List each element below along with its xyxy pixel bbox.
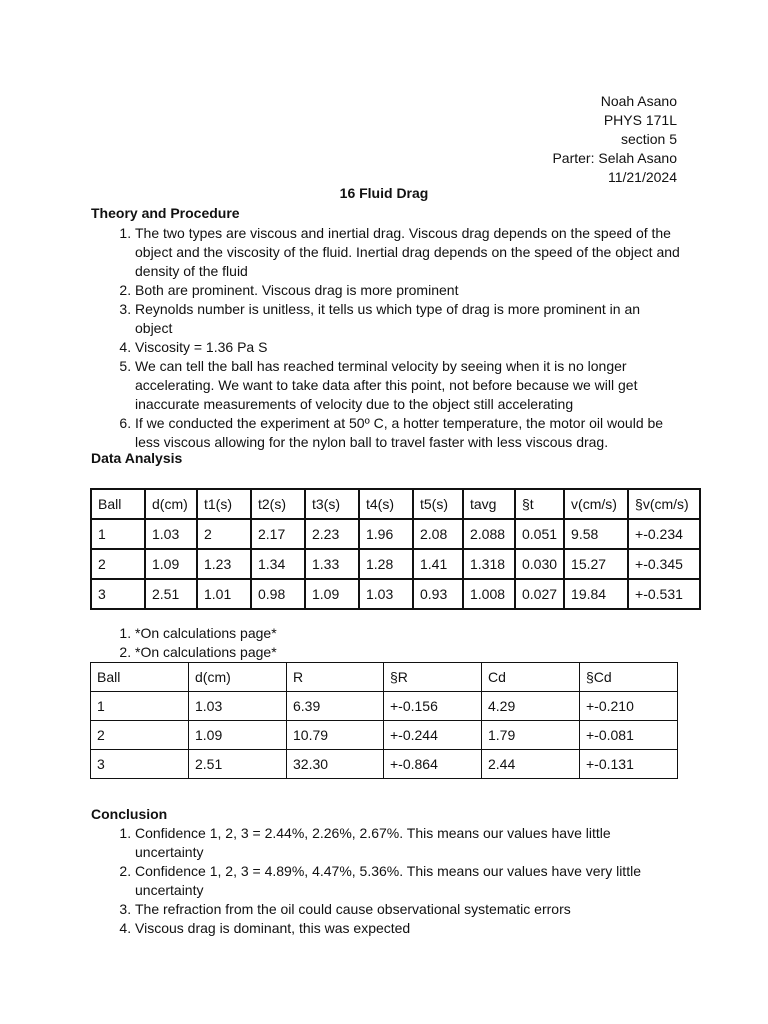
table-row (91, 750, 678, 779)
table-cell: +-0.244 (384, 721, 482, 750)
table-cell: 1.34 (251, 549, 305, 579)
header-cell: t4(s) (359, 489, 413, 519)
table-cell: 1.23 (197, 549, 251, 579)
table-cell: 2 (91, 549, 145, 579)
theory-item: 4. Viscosity = 1.36 Pa S (135, 338, 681, 357)
table-cell: 2.088 (463, 519, 515, 549)
table-row (91, 519, 700, 549)
header-cell: t2(s) (251, 489, 305, 519)
table-cell: +-0.864 (384, 750, 482, 779)
table-row (91, 721, 678, 750)
header-cell: t1(s) (197, 489, 251, 519)
table-cell: 1.09 (145, 549, 197, 579)
table-cell: 1.03 (359, 579, 413, 609)
conclusion-item: 3. The refraction from the oil could cause observational systematic errors (135, 900, 681, 919)
table-cell: 0.93 (413, 579, 463, 609)
data-analysis-heading: Data Analysis (91, 450, 183, 466)
theory-item: 3. Reynolds number is unitless, it tells us which type of drag is more prominent in an object (135, 300, 681, 338)
conclusion-heading: Conclusion (91, 806, 168, 822)
table-cell: 1.008 (463, 579, 515, 609)
theory-list (91, 224, 681, 452)
table-cell: 2 (197, 519, 251, 549)
header-cell: Ball (91, 663, 189, 692)
table-cell: 2.44 (482, 750, 580, 779)
header-cell: R (287, 663, 384, 692)
table-cell: 3 (91, 750, 189, 779)
header-cell: Ball (91, 489, 145, 519)
calculation-note: 2. *On calculations page* (135, 643, 681, 662)
table-cell: +-0.081 (580, 721, 678, 750)
table-row (91, 579, 700, 609)
table-cell: +-0.210 (580, 692, 678, 721)
header-cell: tavg (463, 489, 515, 519)
table-cell: 15.27 (564, 549, 628, 579)
table-cell: 1.01 (197, 579, 251, 609)
table-cell: 2.51 (145, 579, 197, 609)
theory-item: 1. The two types are viscous and inertial drag. Viscous drag depends on the speed of the object and the viscosity of the fluid. Inertial drag depends on the speed of the object and density of the fluid (135, 224, 681, 281)
results-table (90, 662, 678, 779)
measurements-table (90, 488, 701, 610)
partner-name: Parter: Selah Asano (552, 150, 677, 166)
section-number: section 5 (620, 131, 677, 147)
table-cell: 2.17 (251, 519, 305, 549)
header-cell: §R (384, 663, 482, 692)
table-cell: 19.84 (564, 579, 628, 609)
table-cell: 1 (91, 519, 145, 549)
conclusion-item: 2. Confidence 1, 2, 3 = 4.89%, 4.47%, 5.36%. This means our values have very little uncertainty (135, 862, 681, 900)
header-cell: t5(s) (413, 489, 463, 519)
table-cell: 9.58 (564, 519, 628, 549)
header-cell: v(cm/s) (564, 489, 628, 519)
table-cell: 0.027 (515, 579, 564, 609)
table-cell: +-0.531 (628, 579, 700, 609)
table-cell: 1.33 (305, 549, 359, 579)
theory-item: 6. If we conducted the experiment at 50º C, a hotter temperature, the motor oil would be less viscous allowing for the nylon ball to travel faster with less viscous drag. (135, 414, 681, 452)
table-cell: 10.79 (287, 721, 384, 750)
table-header-row (91, 489, 700, 519)
table-cell: 1.41 (413, 549, 463, 579)
table-cell: 2 (91, 721, 189, 750)
table-cell: 4.29 (482, 692, 580, 721)
header-cell: d(cm) (145, 489, 197, 519)
conclusion-item: 4. Viscous drag is dominant, this was expected (135, 919, 681, 938)
theory-item: 2. Both are prominent. Viscous drag is more prominent (135, 281, 681, 300)
table-cell: +-0.131 (580, 750, 678, 779)
header-cell: d(cm) (189, 663, 287, 692)
table-cell: 1.09 (189, 721, 287, 750)
theory-item: 5. We can tell the ball has reached terminal velocity by seeing when it is no longer accelerating. We want to take data after this point, not before because we will get inaccurate measurements of velocity due to the object still accelerating (135, 357, 681, 414)
document-title: 16 Fluid Drag (339, 185, 429, 201)
table-cell: 1.318 (463, 549, 515, 579)
table-cell: +-0.156 (384, 692, 482, 721)
author-header (552, 92, 677, 187)
table-row (91, 692, 678, 721)
header-cell: §v(cm/s) (628, 489, 700, 519)
conclusion-item: 1. Confidence 1, 2, 3 = 2.44%, 2.26%, 2.67%. This means our values have little uncertainty (135, 824, 681, 862)
table-cell: 2.51 (189, 750, 287, 779)
table-cell: 1 (91, 692, 189, 721)
conclusion-list (91, 824, 681, 938)
course-code: PHYS 171L (603, 112, 677, 128)
table-cell: 1.03 (145, 519, 197, 549)
table-cell: 0.98 (251, 579, 305, 609)
table-row (91, 549, 700, 579)
table-cell: 1.96 (359, 519, 413, 549)
table-cell: 0.030 (515, 549, 564, 579)
table-cell: 1.09 (305, 579, 359, 609)
table-cell: +-0.234 (628, 519, 700, 549)
table-cell: 1.28 (359, 549, 413, 579)
theory-heading: Theory and Procedure (91, 205, 240, 221)
author-name: Noah Asano (600, 93, 677, 109)
table-cell: 1.03 (189, 692, 287, 721)
table-cell: +-0.345 (628, 549, 700, 579)
table-cell: 32.30 (287, 750, 384, 779)
table-cell: 0.051 (515, 519, 564, 549)
table-cell: 1.79 (482, 721, 580, 750)
calculation-note: 1. *On calculations page* (135, 624, 681, 643)
report-date: 11/21/2024 (607, 169, 677, 185)
header-cell: t3(s) (305, 489, 359, 519)
table-cell: 3 (91, 579, 145, 609)
table-cell: 2.23 (305, 519, 359, 549)
calculation-notes-list (91, 624, 681, 662)
header-cell: §Cd (580, 663, 678, 692)
header-cell: Cd (482, 663, 580, 692)
header-cell: §t (515, 489, 564, 519)
table-header-row (91, 663, 678, 692)
table-cell: 2.08 (413, 519, 463, 549)
table-cell: 6.39 (287, 692, 384, 721)
